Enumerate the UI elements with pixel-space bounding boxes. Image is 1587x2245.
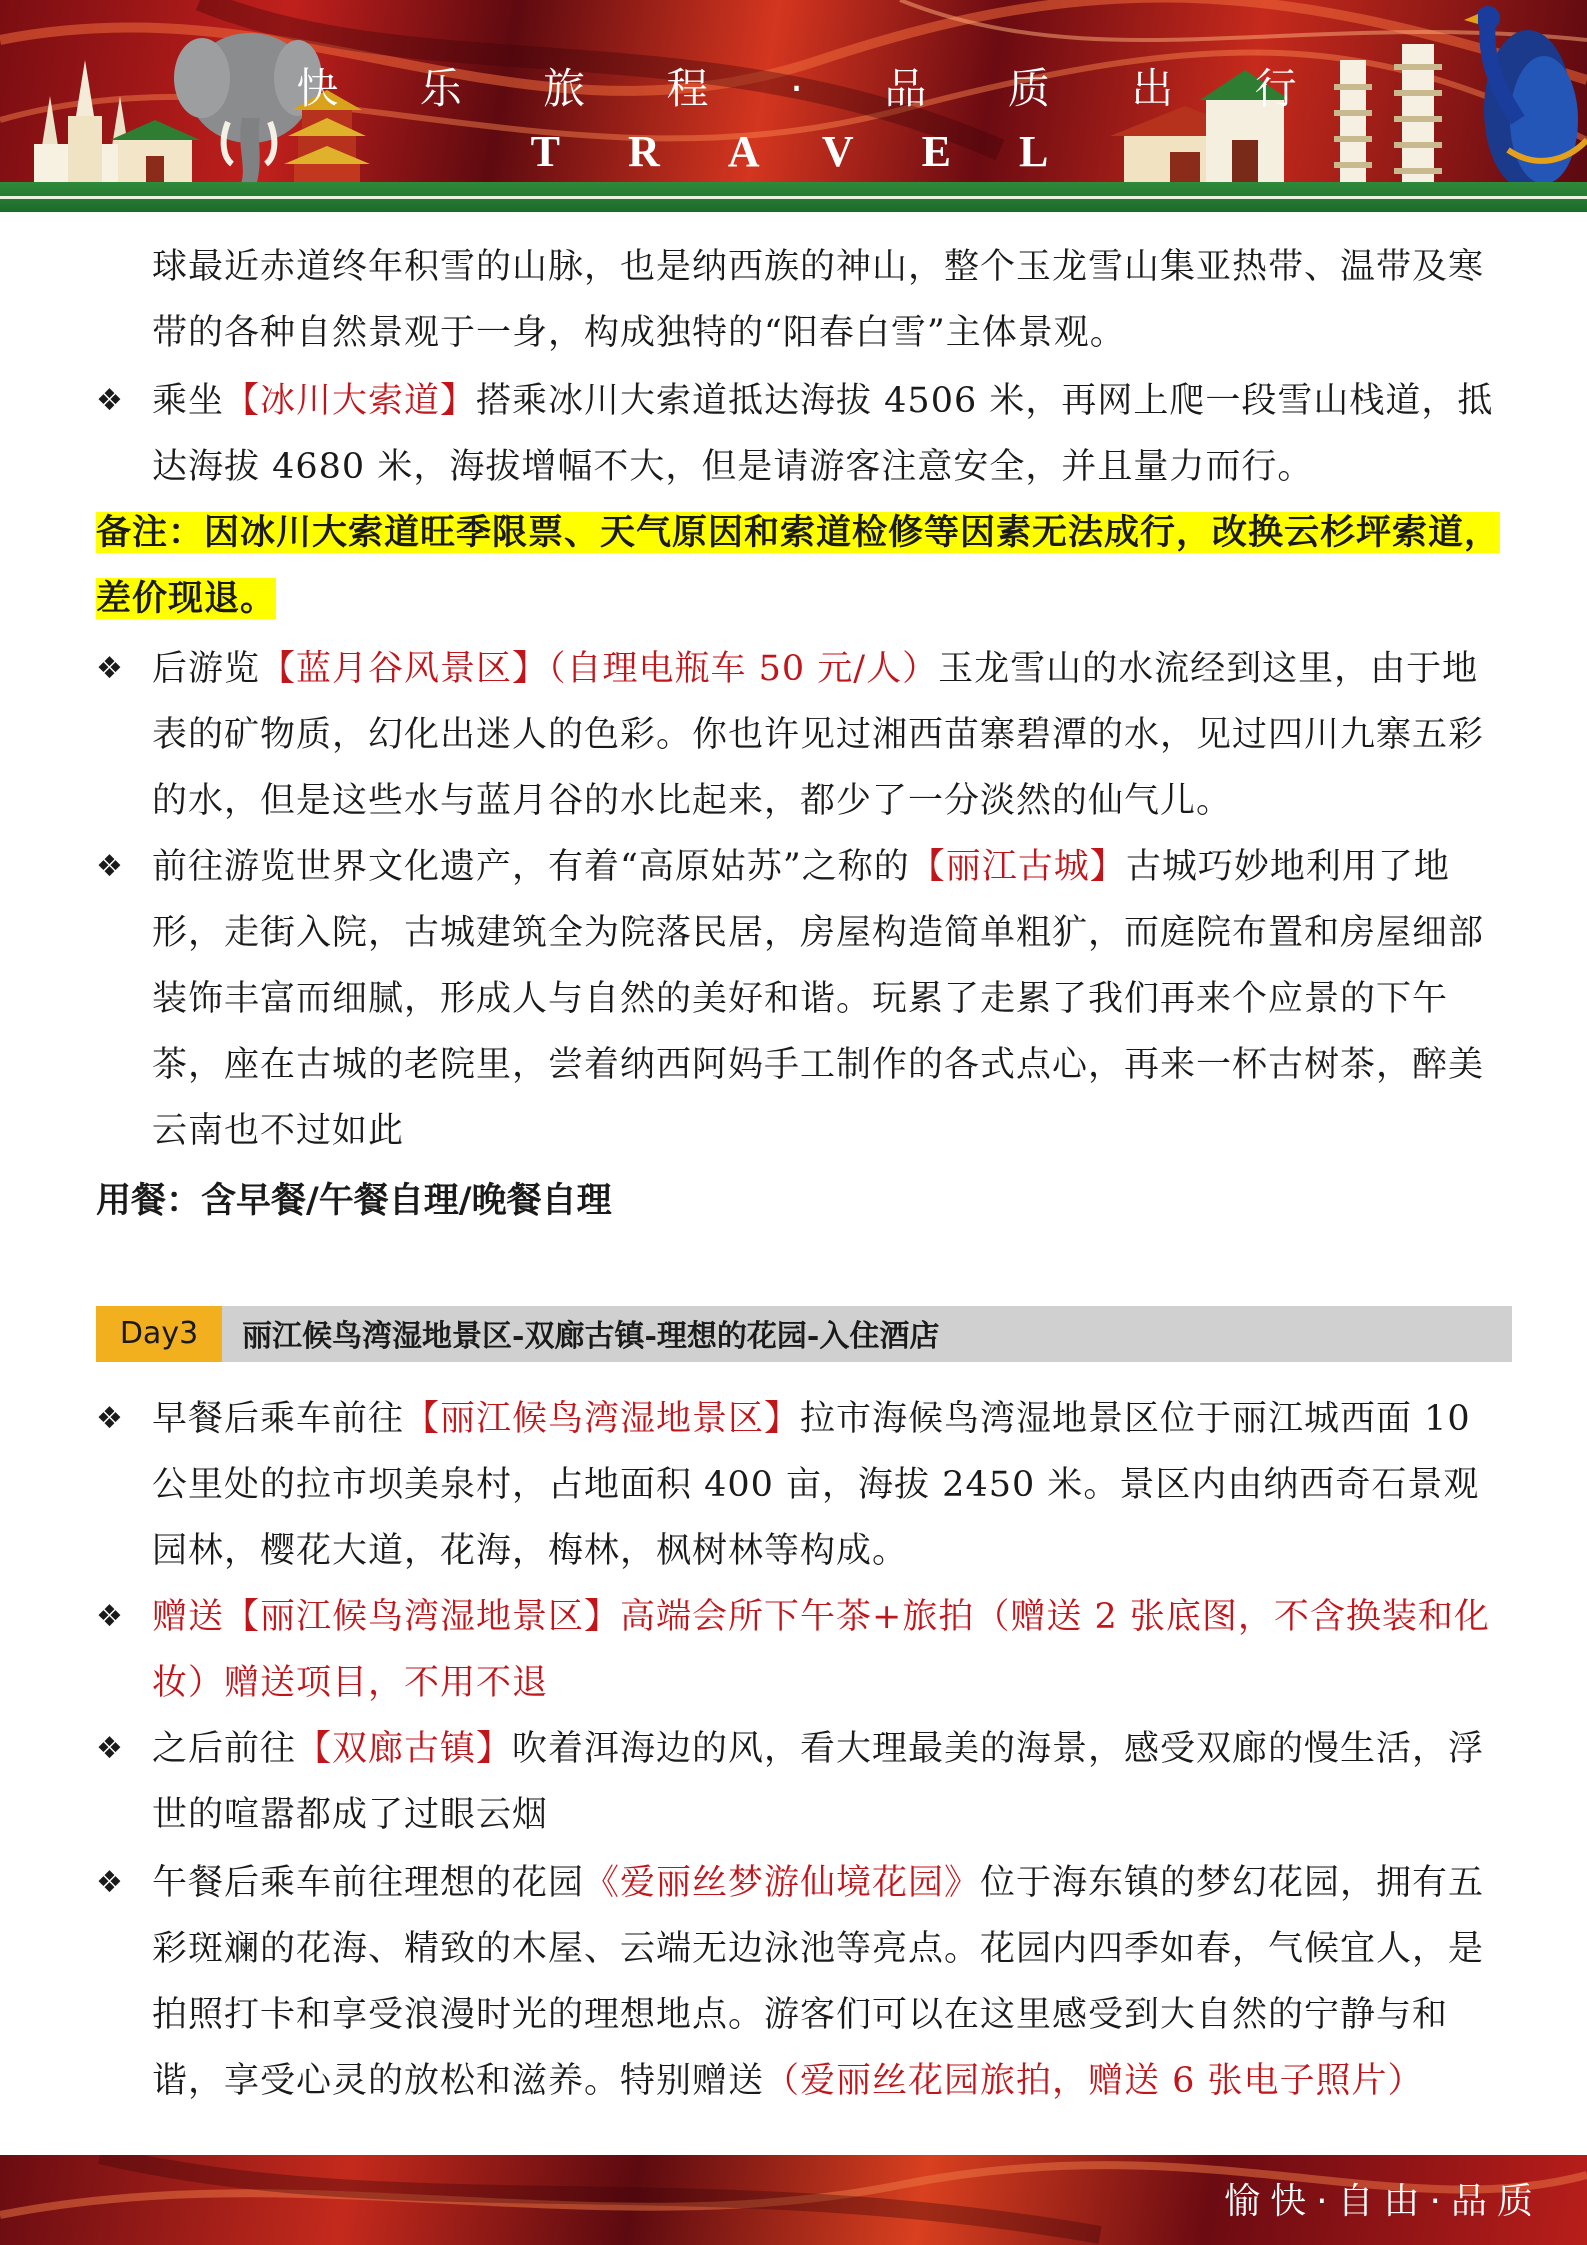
highlight-attraction: 【双廊古镇】 — [296, 1729, 513, 1769]
day-title: 丽江候鸟湾湿地景区-双廊古镇-理想的花园-入住酒店 — [242, 1319, 940, 1354]
bullet-icon: ❖ — [96, 1599, 123, 1634]
highlight-attraction: 《爱丽丝梦游仙境花园》 — [584, 1863, 981, 1903]
bullet-icon: ❖ — [96, 1865, 123, 1900]
bullet-icon: ❖ — [96, 1731, 123, 1766]
list-item: 午餐后乘车前往理想的花园《爱丽丝梦游仙境花园》位于海东镇的梦幻花园，拥有五彩斑斓的花海、精致的木屋、云端无边泳池等亮点。花园内四季如春，气候宜人，是拍照打卡和享受浪漫时光的理想地点。游客们可以在这里感受到大自然的宁静与和谐，享受心灵的放松和滋养。特别赠送（爱丽丝花园旅拍，赠送 6 张电子照片） — [152, 1863, 1485, 2101]
header-banner — [0, 0, 1587, 212]
gift-item-text: （爱丽丝花园旅拍，赠送 6 张电子照片） — [764, 2061, 1424, 2101]
bullet-icon: ❖ — [96, 383, 123, 418]
highlight-attraction: 【蓝月谷风景区】（自理电瓶车 50 元/人） — [260, 649, 939, 689]
footer-slogan: 愉快·自由·品质 — [1224, 2181, 1543, 2222]
list-item: 前往游览世界文化遗产，有着“高原姑苏”之称的【丽江古城】古城巧妙地利用了地形，走街入院，古城建筑全为院落民居，房屋构造简单粗犷，而庭院布置和房屋细部装饰丰富而细腻，形成人与自然的美好和谐。玩累了走累了我们再来个应景的下午茶，座在古城的老院里，尝着纳西阿妈手工制作的各式点心，再来一杯古树茶，醉美云南也不过如此 — [152, 847, 1485, 1151]
header-slogan: 快 乐 旅 程 · 品 质 出 行 — [296, 64, 1331, 113]
bullet-icon: ❖ — [96, 849, 123, 884]
list-item: 早餐后乘车前往【丽江候鸟湾湿地景区】拉市海候鸟湾湿地景区位于丽江城西面 10 公里处的拉市坝美泉村，占地面积 400 亩，海拔 2450 米。景区内由纳西奇石景观园林，樱花大道，花海，梅林，枫树林等构成。 — [152, 1399, 1480, 1571]
highlight-attraction: 【丽江古城】 — [909, 847, 1126, 887]
header-travel-title: TRAVEL — [530, 127, 1117, 176]
bullet-icon: ❖ — [96, 651, 123, 686]
gift-item-text: 赠送【丽江候鸟湾湿地景区】高端会所下午茶+旅拍（赠送 2 张底图，不含换装和化妆）赠送项目，不用不退 — [152, 1597, 1490, 1703]
highlight-attraction: 【丽江候鸟湾湿地景区】 — [404, 1399, 801, 1439]
list-item — [152, 1584, 1512, 1716]
day-badge: Day3 — [96, 1306, 222, 1362]
meal-info: 用餐：含早餐/午餐自理/晚餐自理 — [96, 1180, 612, 1221]
list-item: 乘坐【冰川大索道】搭乘冰川大索道抵达海拔 4506 米，再网上爬一段雪山栈道，抵达海拔 4680 米，海拔增幅不大，但是请游客注意安全，并且量力而行。 — [152, 381, 1494, 487]
list-item: 之后前往【双廊古镇】吹着洱海边的风，看大理最美的海景，感受双廊的慢生活，浮世的喧嚣都成了过眼云烟 — [152, 1729, 1485, 1835]
banner-divider — [0, 196, 1587, 199]
paragraph-continuation: 球最近赤道终年积雪的山脉，也是纳西族的神山，整个玉龙雪山集亚热带、温带及寒带的各种自然景观于一身，构成独特的“阳春白雪”主体景观。 — [152, 247, 1485, 353]
footer-banner — [0, 2155, 1587, 2245]
bullet-icon: ❖ — [96, 1401, 123, 1436]
highlight-attraction: 【冰川大索道】 — [224, 381, 477, 421]
list-item: 后游览【蓝月谷风景区】（自理电瓶车 50 元/人）玉龙雪山的水流经到这里，由于地表的矿物质，幻化出迷人的色彩。你也许见过湘西苗寨碧潭的水，见过四川九寨五彩的水，但是这些水与蓝月谷的水比起来，都少了一分淡然的仙气儿。 — [152, 649, 1485, 821]
day-header — [96, 1306, 1512, 1362]
remark-note: 备注：因冰川大索道旺季限票、天气原因和索道检修等因素无法成行，改换云杉坪索道， 差价现退。 — [96, 512, 1501, 619]
